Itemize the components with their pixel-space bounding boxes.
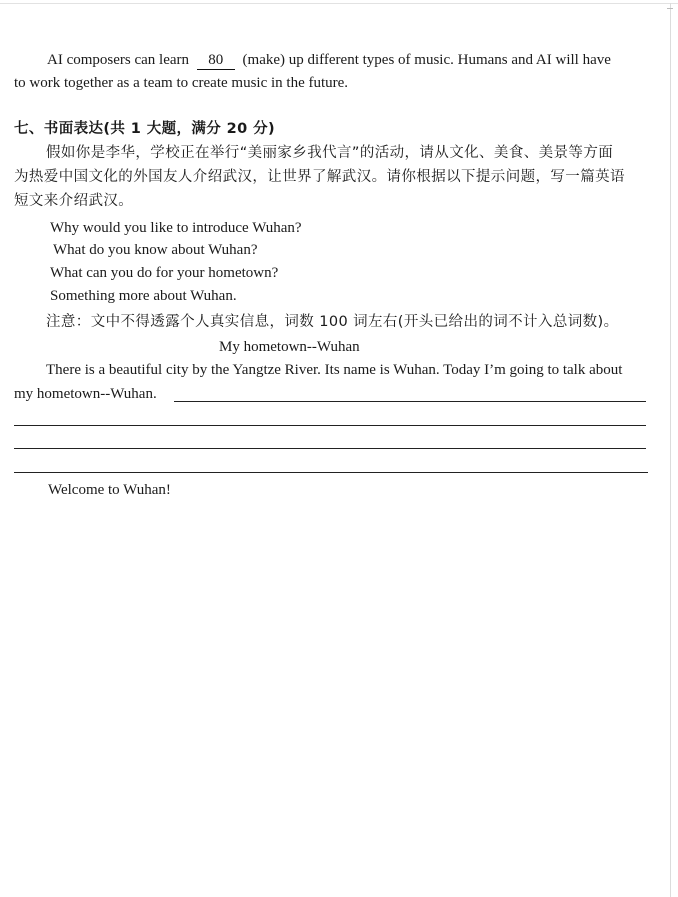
- instruction-line-2: 为热爱中国文化的外国友人介绍武汉，让世界了解武汉。请你根据以下提示问题，写一篇英语: [14, 169, 625, 185]
- passage-line-1: [47, 50, 611, 70]
- scrollbar-marker: [667, 8, 673, 9]
- writing-line-2[interactable]: [14, 425, 646, 426]
- section-heading: 七、书面表达(共 1 大题，满分 20 分): [14, 121, 276, 137]
- closing-sentence: Welcome to Wuhan!: [48, 482, 171, 498]
- word-count-note: 注意：文中不得透露个人真实信息，词数 100 词左右(开头已给出的词不计入总词数)。: [46, 314, 619, 330]
- writing-line-4[interactable]: [14, 472, 648, 473]
- scrollbar-track[interactable]: [670, 3, 671, 897]
- instruction-line-3: 短文来介绍武汉。: [14, 193, 134, 209]
- essay-title: My hometown--Wuhan: [219, 339, 360, 355]
- passage-text-before-blank: AI composers can learn: [47, 52, 190, 68]
- answer-blank: 80: [197, 52, 235, 70]
- writing-line-3[interactable]: [14, 448, 646, 449]
- passage-text-after-blank: (make) up different types of music. Humans and AI will have: [242, 52, 611, 68]
- prompt-question-2: What do you know about Wuhan?: [53, 242, 258, 258]
- prompt-question-4: Something more about Wuhan.: [50, 288, 237, 304]
- prompt-question-3: What can you do for your hometown?: [50, 265, 279, 281]
- page-top-border: [0, 3, 678, 4]
- writing-line-1[interactable]: [174, 401, 646, 402]
- essay-opening-line-1: There is a beautiful city by the Yangtze River. Its name is Wuhan. Today I’m going to talk about: [46, 362, 623, 378]
- essay-opening-line-2: my hometown--Wuhan.: [14, 386, 157, 402]
- prompt-question-1: Why would you like to introduce Wuhan?: [50, 220, 302, 236]
- instruction-line-1: 假如你是李华，学校正在举行“美丽家乡我代言”的活动，请从文化、美食、美景等方面: [46, 145, 614, 161]
- passage-line-2: to work together as a team to create music in the future.: [14, 75, 349, 91]
